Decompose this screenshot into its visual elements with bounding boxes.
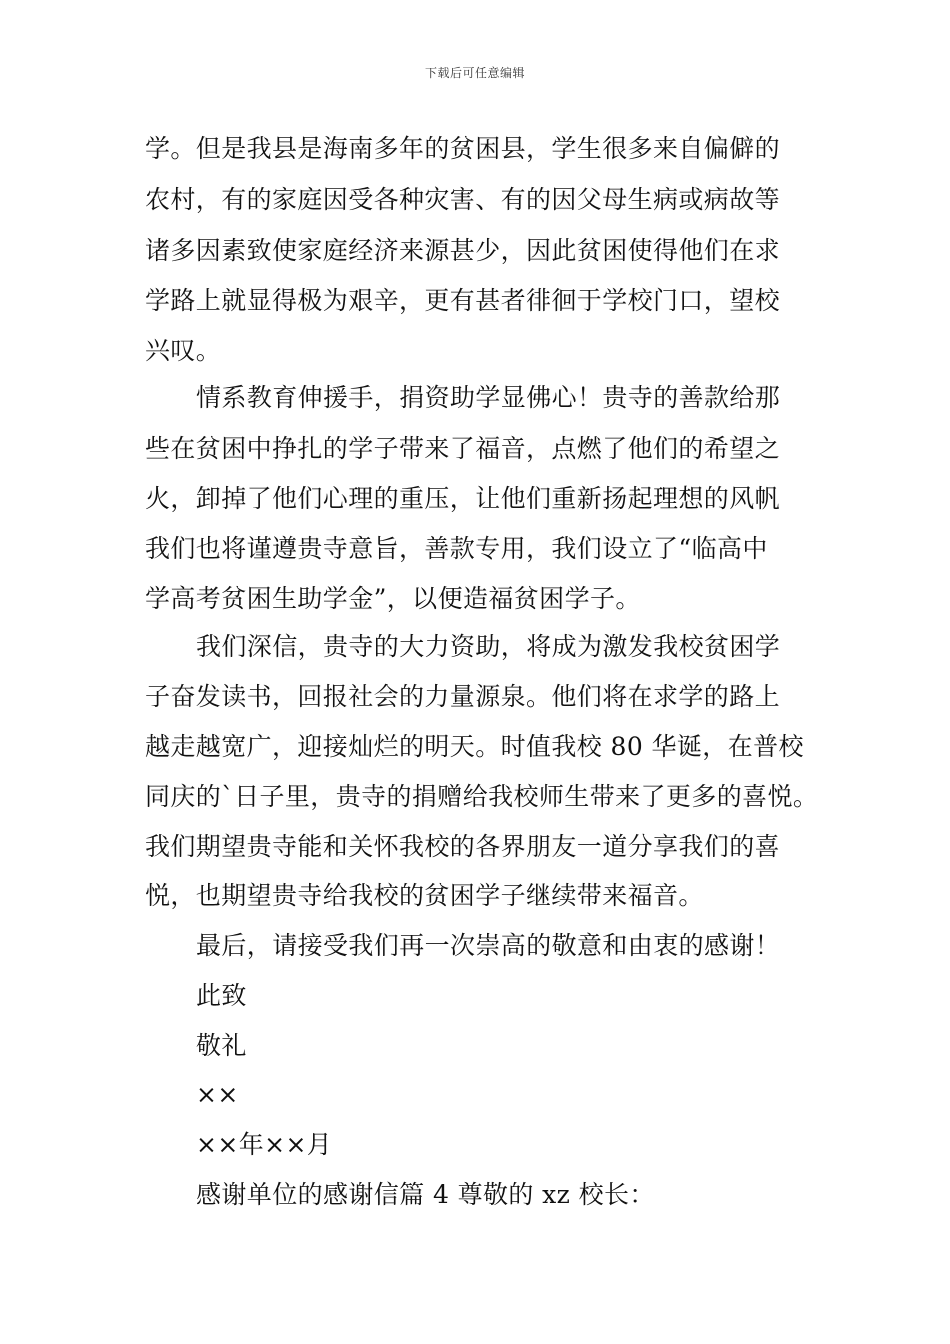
text-line: 我们期望贵寺能和关怀我校的各界朋友一道分享我们的喜 [145,832,781,861]
paragraph-start: 我们深信，贵寺的大力资助，将成为激发我校贫困学 [196,632,781,661]
signature-name: ×× [196,1080,239,1109]
signature-date: ××年××月 [196,1130,333,1159]
closing-thanks: 最后，请接受我们再一次崇高的敬意和由衷的感谢！ [196,931,781,960]
text-line: 同庆的`日子里，贵寺的捐赠给我校师生带来了更多的喜悦。 [145,782,819,811]
salutation-line: 敬礼 [196,1031,247,1060]
text-line: 学路上就显得极为艰辛，更有甚者徘徊于学校门口，望校 [145,286,781,315]
next-letter-heading: 感谢单位的感谢信篇 4 尊敬的 xz 校长： [196,1180,655,1209]
text-line: 子奋发读书，回报社会的力量源泉。他们将在求学的路上 [145,682,781,711]
text-line: 悦，也期望贵寺给我校的贫困学子继续带来福音。 [145,881,704,910]
text-line: 学。但是我县是海南多年的贫困县，学生很多来自偏僻的 [145,134,781,163]
text-line: 越走越宽广，迎接灿烂的明天。时值我校 80 华诞，在普校 [145,732,804,761]
salutation-line: 此致 [196,981,247,1010]
page-header: 下载后可任意编辑 [424,66,525,80]
text-line: 诸多因素致使家庭经济来源甚少，因此贫困使得他们在求 [145,236,781,265]
text-line: 农村，有的家庭因受各种灾害、有的因父母生病或病故等 [145,185,781,214]
paragraph-start: 情系教育伸援手，捐资助学显佛心！贵寺的善款给那 [196,383,781,412]
text-line: 学高考贫困生助学金”，以便造福贫困学子。 [145,584,641,613]
text-line: 兴叹。 [145,336,222,365]
text-line: 我们也将谨遵贵寺意旨，善款专用，我们设立了“临高中 [145,534,768,563]
text-line: 火，卸掉了他们心理的重压，让他们重新扬起理想的风帆 [145,484,781,513]
text-line: 些在贫困中挣扎的学子带来了福音，点燃了他们的希望之 [145,434,781,463]
